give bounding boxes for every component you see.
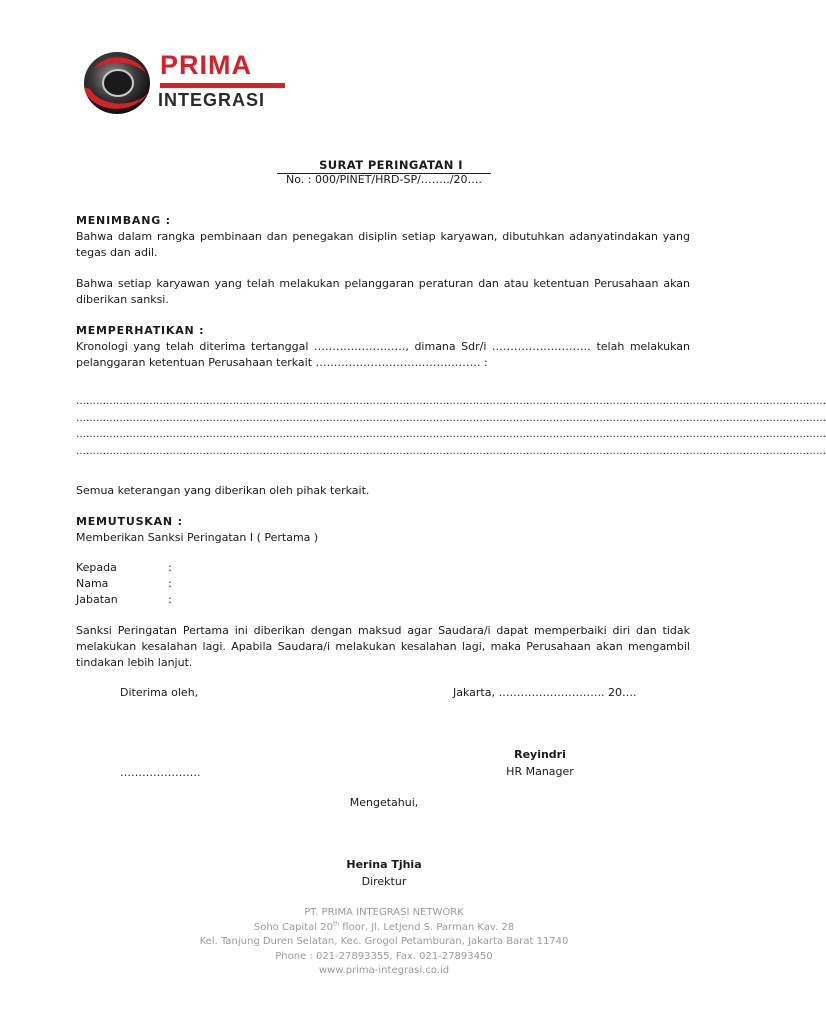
- menimbang-heading: MENIMBANG :: [76, 214, 171, 227]
- memutuskan-paragraph-2-wrap: [76, 623, 690, 671]
- place-date: Jakarta, ……………………….. 20….: [453, 686, 637, 699]
- field-kepada: [76, 560, 690, 576]
- hr-title: HR Manager: [506, 765, 574, 778]
- section-memperhatikan: [76, 323, 690, 371]
- company-logo: [80, 45, 290, 120]
- field-separator: :: [168, 593, 172, 606]
- received-signature-line: ………………….: [120, 766, 201, 779]
- memutuskan-heading: MEMUTUSKAN :: [76, 515, 183, 528]
- letter-number: No. : 000/PINET/HRD-SP/……../20….: [285, 173, 482, 186]
- field-label: Kepada: [76, 561, 117, 574]
- memperhatikan-paragraph-1: Kronologi yang telah diterima tertanggal ……………………., dimana Sdr/i ……………………… telah melakukan pelanggaran ketentuan Perusahaan terkait ……………………………………… :: [76, 340, 690, 369]
- letterhead-footer: [0, 906, 768, 979]
- acknowledged-label: Mengetahui,: [349, 796, 419, 809]
- director-title: Direktur: [361, 875, 407, 888]
- memperhatikan-heading: MEMPERHATIKAN :: [76, 324, 205, 337]
- footer-address-2: Kel. Tanjung Duren Selatan, Kec. Grogol Petamburan, Jakarta Barat 11740: [199, 936, 569, 947]
- field-separator: :: [168, 561, 172, 574]
- logo-bar: [160, 83, 285, 88]
- footer-phone: Phone : 021-27893355, Fax. 021-27893450: [275, 950, 493, 962]
- logo-text-integrasi: INTEGRASI: [158, 90, 266, 110]
- memutuskan-paragraph-1: Memberikan Sanksi Peringatan I ( Pertama ): [76, 531, 319, 544]
- logo-text-prima: PRIMA: [160, 50, 252, 80]
- letter-title-wrap: [0, 154, 768, 174]
- hr-name: Reyindri: [514, 748, 566, 761]
- menimbang-paragraph-1: Bahwa dalam rangka pembinaan dan penegakan disiplin setiap karyawan, dibutuhkan adanyatindakan yang tegas dan adil.: [76, 230, 690, 259]
- section-memutuskan: [76, 514, 690, 546]
- recipient-fields: [76, 560, 690, 608]
- menimbang-paragraph-2: Bahwa setiap karyawan yang telah melakukan pelanggaran peraturan dan atau ketentuan Perusahaan akan diberikan sanksi.: [76, 277, 690, 306]
- received-by-label: Diterima oleh,: [120, 686, 199, 699]
- dotted-line: ………………………………………………………………………………………………………………………………………………………………………………………………………: [76, 445, 826, 457]
- memperhatikan-paragraph-2-wrap: [76, 483, 690, 499]
- logo-swoosh-icon: [80, 47, 154, 119]
- field-separator: :: [168, 577, 172, 590]
- memperhatikan-dotted-lines: [76, 394, 826, 460]
- menimbang-paragraph-2-wrap: [76, 276, 690, 308]
- footer-address-1: Soho Capital 20th floor, Jl. Letjend S. Parman Kav. 28: [253, 920, 515, 933]
- field-label: Nama: [76, 577, 109, 590]
- memutuskan-paragraph-2: Sanksi Peringatan Pertama ini diberikan dengan maksud agar Saudara/i dapat memperbaiki diri dan tidak melakukan kesalahan lagi. Apabila Saudara/i melakukan kesalahan lagi, maka Perusahaan akan mengambil tindakan lebih lanjut.: [76, 624, 690, 669]
- field-nama: [76, 576, 690, 592]
- letter-title: SURAT PERINGATAN I: [277, 158, 491, 174]
- dotted-line: ………………………………………………………………………………………………………………………………………………………………………………………………………: [76, 429, 826, 440]
- memperhatikan-paragraph-2: Semua keterangan yang diberikan oleh pihak terkait.: [76, 484, 370, 497]
- dotted-line: ………………………………………………………………………………………………………………………………………………………………………………………………………: [76, 396, 826, 407]
- dotted-line: ………………………………………………………………………………………………………………………………………………………………………………………………………: [76, 412, 826, 424]
- field-jabatan: [76, 592, 690, 608]
- footer-website: www.prima-integrasi.co.id: [318, 965, 450, 976]
- field-label: Jabatan: [76, 593, 118, 606]
- director-name: Herina Tjhia: [346, 858, 422, 871]
- section-menimbang: [76, 213, 690, 261]
- footer-company: PT. PRIMA INTEGRASI NETWORK: [304, 907, 464, 918]
